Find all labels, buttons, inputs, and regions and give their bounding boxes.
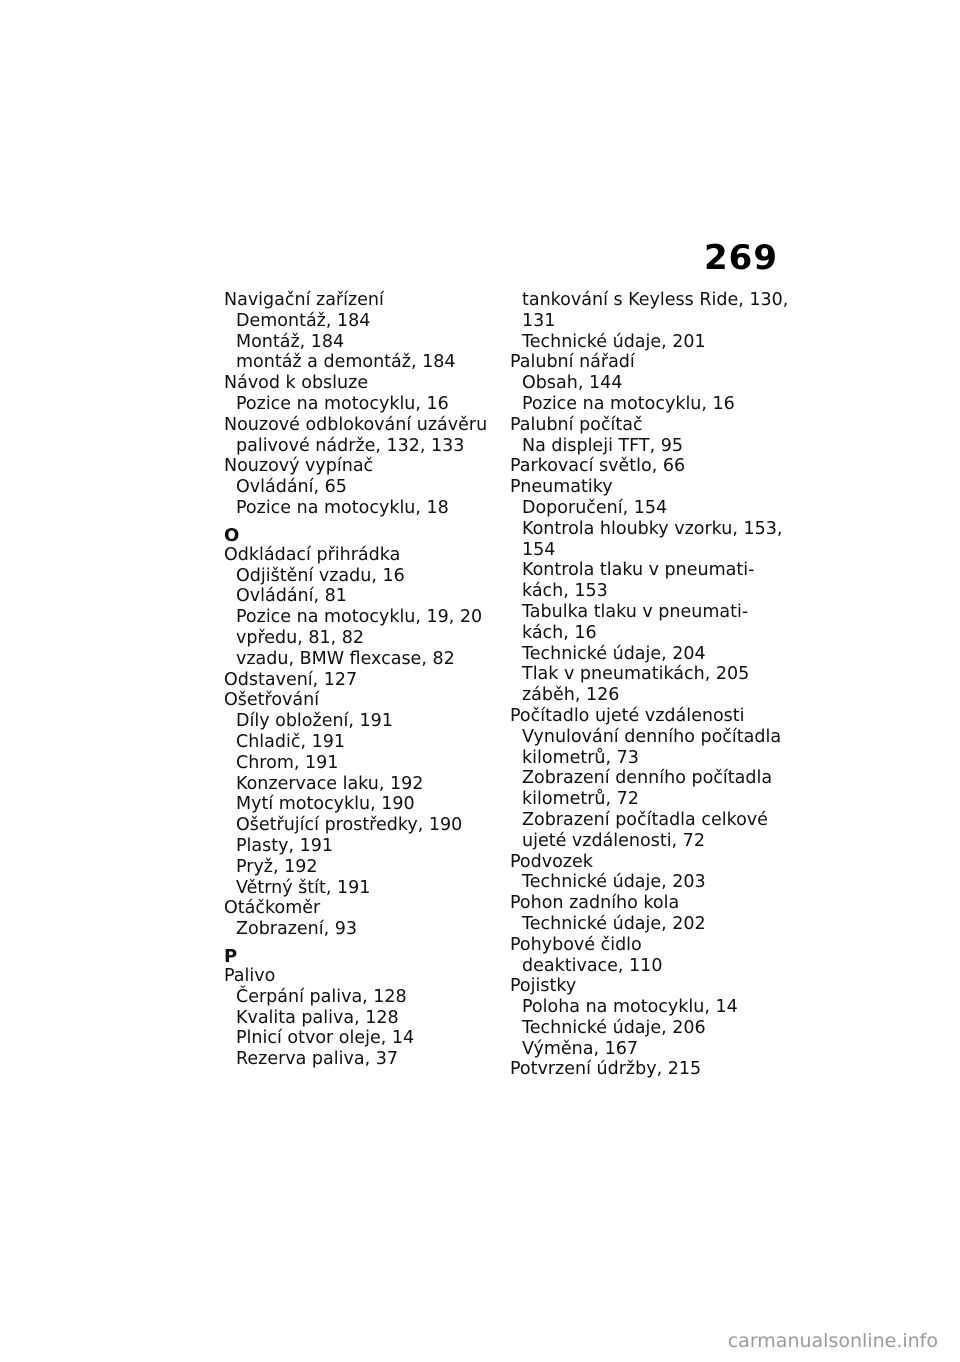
index-subentry: kilometrů, 72 xyxy=(522,789,639,810)
index-entry: Odstavení, 127 xyxy=(224,669,358,690)
index-subentry: Kontrola hloubky vzorku, 153, xyxy=(522,518,783,539)
index-subentry: Zobrazení, 93 xyxy=(236,919,358,940)
index-entry: Pohon zadního kola xyxy=(510,893,680,914)
index-subentry: vzadu, BMW flexcase, 82 xyxy=(236,648,455,669)
index-column-left xyxy=(224,290,494,1070)
index-subentry: Ošetřující prostředky, 190 xyxy=(236,815,463,836)
page-number: 269 xyxy=(704,238,778,278)
index-subentry: Větrný štít, 191 xyxy=(236,877,371,898)
index-subentry: Poloha na motocyklu, 14 xyxy=(522,997,738,1018)
index-subentry: Pozice na motocyklu, 16 xyxy=(522,393,735,414)
index-subentry: deaktivace, 110 xyxy=(522,955,663,976)
index-entry: Pohybové čidlo xyxy=(510,934,642,955)
index-subentry: Mytí motocyklu, 190 xyxy=(236,794,415,815)
index-subentry: Ovládání, 81 xyxy=(236,586,347,607)
index-subentry: ujeté vzdálenosti, 72 xyxy=(522,830,705,851)
index-subentry: Chladič, 191 xyxy=(236,731,346,752)
index-subentry: montáž a demontáž, 184 xyxy=(236,352,456,373)
index-subentry: Kvalita paliva, 128 xyxy=(236,1007,399,1028)
watermark: carmanualsonline.info xyxy=(727,1330,938,1352)
index-subentry: Konzervace laku, 192 xyxy=(236,773,424,794)
index-subentry: Na displeji TFT, 95 xyxy=(522,435,684,456)
index-subentry: tankování s Keyless Ride, 130, xyxy=(522,290,789,310)
index-subentry: kilometrů, 73 xyxy=(522,747,639,768)
index-entry: Navigační zařízení xyxy=(224,290,384,310)
index-subentry: Odjištění vzadu, 16 xyxy=(236,565,405,586)
index-letter-heading: P xyxy=(224,945,238,967)
index-subentry: Kontrola tlaku v pneumati- xyxy=(522,560,755,581)
index-subentry: Pryž, 192 xyxy=(236,856,318,877)
index-subentry: Čerpání paliva, 128 xyxy=(236,986,407,1007)
index-subentry: Tabulka tlaku v pneumati- xyxy=(522,601,749,622)
index-subentry: Ovládání, 65 xyxy=(236,477,347,498)
index-entry: Potvrzení údržby, 215 xyxy=(510,1059,702,1080)
index-subentry: 131 xyxy=(522,310,556,331)
index-entry: Palubní počítač xyxy=(510,414,643,435)
index-entry: Palubní nářadí xyxy=(510,352,635,373)
index-subentry: Chrom, 191 xyxy=(236,752,339,773)
index-entry: Parkovací světlo, 66 xyxy=(510,456,686,477)
index-subentry: 154 xyxy=(522,539,556,560)
index-subentry: palivové nádrže, 132, 133 xyxy=(236,435,465,456)
index-column-right xyxy=(510,290,789,1080)
index-entry: Palivo xyxy=(224,965,276,986)
index-entry: Odkládací přihrádka xyxy=(224,544,401,565)
index-subentry: Technické údaje, 201 xyxy=(522,331,706,352)
index-subentry: Technické údaje, 202 xyxy=(522,913,706,934)
index-subentry: Technické údaje, 206 xyxy=(522,1017,706,1038)
index-entry: Počítadlo ujeté vzdálenosti xyxy=(510,705,745,726)
index-entry: Nouzový vypínač xyxy=(224,456,374,477)
index-entry: Pojistky xyxy=(510,976,577,997)
index-entry: Podvozek xyxy=(510,851,593,872)
index-subentry: Obsah, 144 xyxy=(522,373,623,394)
index-subentry: Zobrazení denního počítadla xyxy=(522,768,773,789)
index-letter-heading: O xyxy=(224,524,240,546)
index-subentry: kách, 16 xyxy=(522,622,597,643)
index-entry: Pneumatiky xyxy=(510,477,613,498)
index-subentry: Zobrazení počítadla celkové xyxy=(522,809,768,830)
index-subentry: Technické údaje, 204 xyxy=(522,643,706,664)
index-entry: Otáčkoměr xyxy=(224,898,321,919)
index-subentry: Vynulování denního počítadla xyxy=(522,726,782,747)
index-subentry: Plnicí otvor oleje, 14 xyxy=(236,1028,415,1049)
index-subentry: vpředu, 81, 82 xyxy=(236,627,365,648)
index-subentry: Výměna, 167 xyxy=(522,1038,639,1059)
index-entry: Návod k obsluze xyxy=(224,373,369,394)
index-subentry: Díly obložení, 191 xyxy=(236,711,393,732)
index-subentry: Tlak v pneumatikách, 205 xyxy=(522,664,750,685)
index-subentry: Technické údaje, 203 xyxy=(522,872,706,893)
index-entry: Ošetřování xyxy=(224,690,320,711)
index-subentry: kách, 153 xyxy=(522,581,608,602)
index-subentry: Pozice na motocyklu, 16 xyxy=(236,393,449,414)
index-subentry: Rezerva paliva, 37 xyxy=(236,1049,398,1070)
index-subentry: Montáž, 184 xyxy=(236,331,345,352)
index-subentry: Doporučení, 154 xyxy=(522,497,668,518)
index-subentry: Demontáž, 184 xyxy=(236,310,371,331)
index-subentry: Pozice na motocyklu, 18 xyxy=(236,497,449,518)
index-subentry: Pozice na motocyklu, 19, 20 xyxy=(236,607,483,628)
index-subentry: Plasty, 191 xyxy=(236,835,334,856)
index-entry: Nouzové odblokování uzávěru xyxy=(224,414,488,435)
index-subentry: záběh, 126 xyxy=(522,685,620,706)
